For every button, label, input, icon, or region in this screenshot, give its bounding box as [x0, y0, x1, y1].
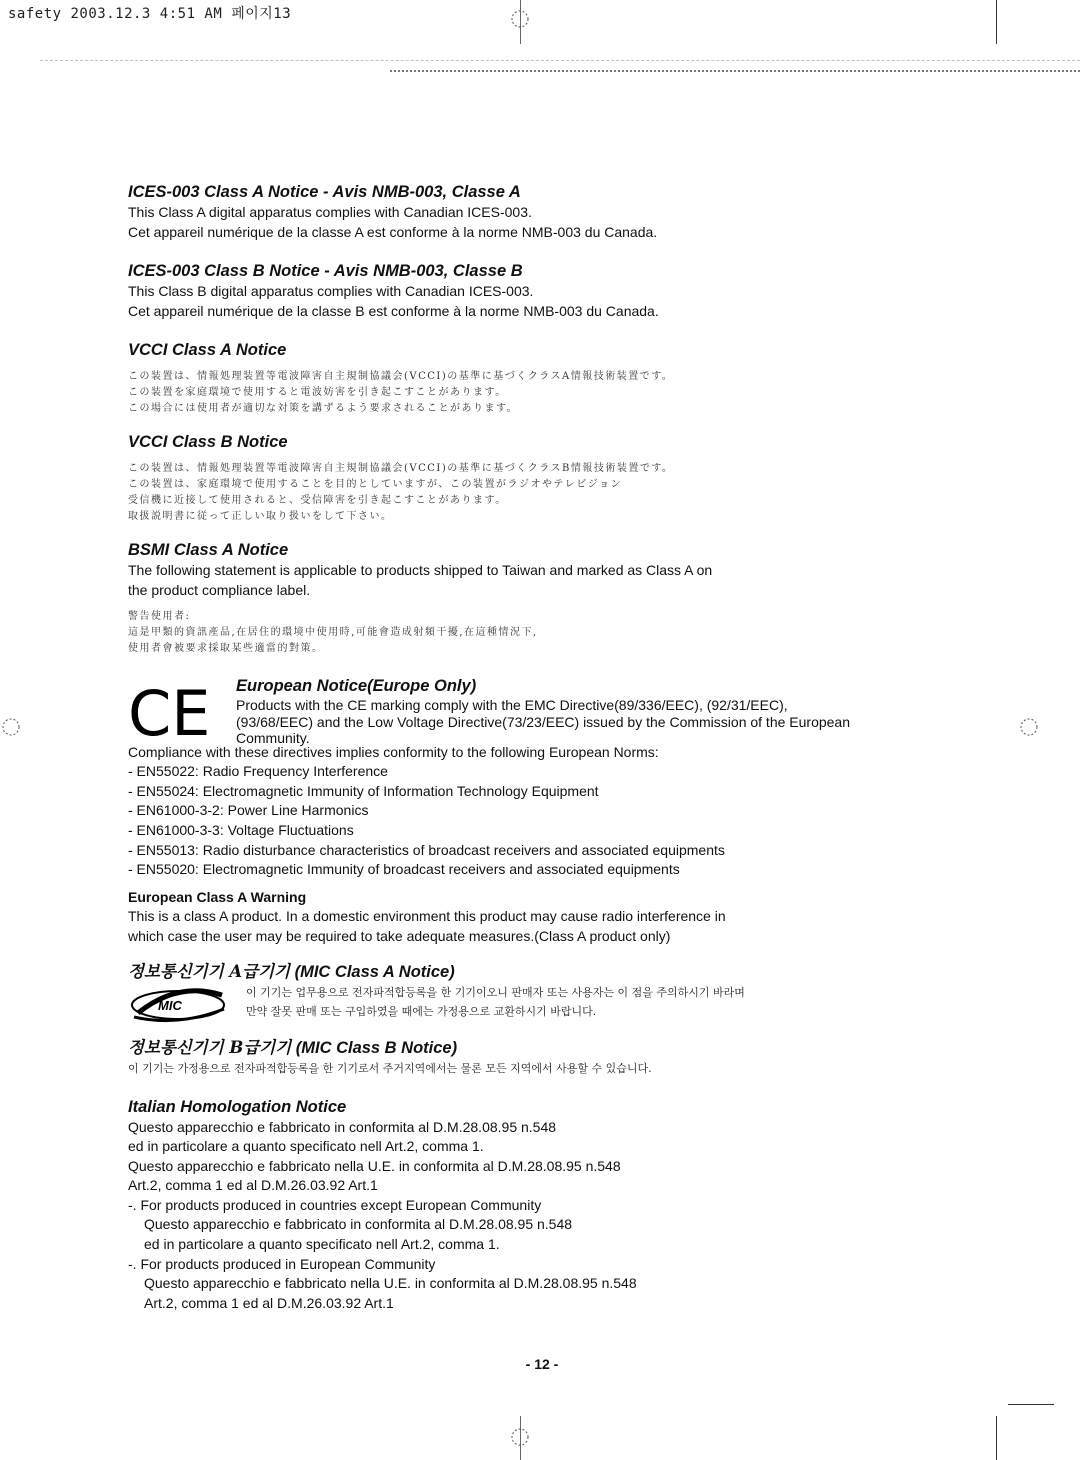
- bsmi-line-2: the product compliance label.: [128, 581, 311, 598]
- mic-b-title-english: (MIC Class B Notice): [295, 1038, 458, 1057]
- mic-logo-icon: [128, 983, 228, 1023]
- italian-sub-a-line-2: ed in particolare a quanto specificato nell Art.2, comma 1.: [144, 1236, 500, 1253]
- european-warning-title: European Class A Warning: [128, 888, 307, 905]
- section-title-ices-a: ICES-003 Class A Notice - Avis NMB-003, Classe A: [128, 183, 521, 201]
- european-ce-line-2: (93/68/EEC) and the Low Voltage Directive(73/23/EEC) issued by the Commission of the European: [236, 713, 850, 730]
- norm-item: - EN55022: Radio Frequency Interference: [128, 763, 388, 780]
- vcci-b-line-1: この装置は、情報処理装置等電波障害自主規制協議会(VCCI)の基準に基づくクラスB情報技術装置です。: [128, 463, 674, 475]
- mic-b-line: 이 기기는 가정용으로 전자파적합등록을 한 기기로서 주거지역에서는 물론 모든 지역에서 사용할 수 있습니다.: [128, 1061, 652, 1075]
- mic-a-line-1: 이 기기는 업무용으로 전자파적합등록을 한 기기이오니 판매자 또는 사용자는 이 점을 주의하시기 바라며: [246, 985, 745, 999]
- section-title-mic-b: [128, 1037, 928, 1059]
- bsmi-chinese-line-3: 使用者會被要求採取某些適當的對策。: [128, 642, 324, 654]
- italian-line-2: ed in particolare a quanto specificato nell Art.2, comma 1.: [128, 1138, 484, 1155]
- document-body: [128, 181, 928, 1313]
- print-slug: safety 2003.12.3 4:51 AM 페이지13: [8, 6, 292, 22]
- bsmi-chinese-line-2: 這是甲類的資訊產品,在居住的環境中使用時,可能會造成射頻干擾,在這種情況下,: [128, 626, 538, 638]
- crop-mark-bottom-right: [996, 1416, 997, 1460]
- section-title-ices-b: ICES-003 Class B Notice - Avis NMB-003, Classe B: [128, 262, 523, 281]
- ices-b-line-1: This Class B digital apparatus complies with Canadian ICES-003.: [128, 283, 534, 300]
- mic-a-line-2: 만약 잘못 판매 또는 구입하였을 때에는 가정용으로 교환하시기 바랍니다.: [246, 1004, 597, 1018]
- european-lead: Compliance with these directives implies conformity to the following European Norms:: [128, 743, 659, 760]
- crop-mark-bottom-right-h: [1008, 1404, 1054, 1405]
- mic-logo-text: MIC: [158, 997, 182, 1013]
- italian-sub-b-line-1: Questo apparecchio e fabbricato nella U.E. in conformita al D.M.28.08.95 n.548: [144, 1275, 637, 1292]
- norm-item: - EN55020: Electromagnetic Immunity of broadcast receivers and associated equipments: [128, 861, 680, 878]
- ices-b-line-2: Cet appareil numérique de la classe B est conforme à la norme NMB-003 du Canada.: [128, 302, 659, 319]
- registration-mark-right-icon: [1018, 716, 1040, 738]
- ices-a-line-1: This Class A digital apparatus complies with Canadian ICES-003.: [128, 204, 532, 220]
- vcci-b-line-3: 受信機に近接して使用されると、受信障害を引き起こすことがあります。: [128, 495, 507, 507]
- section-title-european: European Notice(Europe Only): [236, 676, 477, 695]
- italian-line-4: Art.2, comma 1 ed al D.M.26.03.92 Art.1: [128, 1177, 378, 1194]
- norm-item: - EN61000-3-3: Voltage Fluctuations: [128, 821, 354, 838]
- italian-sub-b-line-2: Art.2, comma 1 ed al D.M.26.03.92 Art.1: [144, 1294, 394, 1311]
- norm-item: - EN55024: Electromagnetic Immunity of Information Technology Equipment: [128, 782, 599, 799]
- italian-sub-b-heading: -. For products produced in European Community: [128, 1255, 436, 1272]
- mic-a-title-korean: 정보통신기기 A급기기: [128, 961, 290, 981]
- registration-mark-top-icon: [509, 8, 531, 30]
- section-title-italian: Italian Homologation Notice: [128, 1097, 347, 1116]
- ices-a-line-2: Cet appareil numérique de la classe A est conforme à la norme NMB-003 du Canada.: [128, 223, 658, 240]
- european-warning-line-2: which case the user may be required to take adequate measures.(Class A product only): [128, 927, 671, 944]
- italian-sub-a-line-1: Questo apparecchio e fabbricato in conformita al D.M.28.08.95 n.548: [144, 1216, 573, 1233]
- european-warning-line-1: This is a class A product. In a domestic environment this product may cause radio interference in: [128, 908, 726, 925]
- section-title-vcci-a: VCCI Class A Notice: [128, 341, 287, 360]
- registration-mark-bottom-icon: [509, 1426, 531, 1448]
- section-title-mic-a: [128, 961, 928, 983]
- mic-a-row: [128, 983, 928, 1025]
- european-ce-line-3: Community.: [236, 729, 310, 746]
- section-title-bsmi: BSMI Class A Notice: [128, 541, 289, 560]
- european-notice-block: [128, 675, 928, 746]
- vcci-b-line-4: 取扱説明書に従って正しい取り扱いをして下さい。: [128, 511, 393, 523]
- ce-mark-text: CE: [128, 684, 211, 741]
- ce-mark-icon: [128, 685, 216, 741]
- crop-mark-top-right: [996, 0, 997, 44]
- mic-b-title-korean: 정보통신기기 B급기기: [128, 1037, 292, 1057]
- italian-line-3: Questo apparecchio e fabbricato nella U.E. in conformita al D.M.28.08.95 n.548: [128, 1157, 621, 1174]
- vcci-b-line-2: この装置は、家庭環境で使用することを目的としていますが、この装置がラジオやテレビジョン: [128, 479, 623, 491]
- norm-item: - EN61000-3-2: Power Line Harmonics: [128, 802, 369, 819]
- vcci-a-line-2: この装置を家庭環境で使用すると電波妨害を引き起こすことがあります。: [128, 387, 507, 399]
- page-number: - 12 -: [525, 1356, 559, 1372]
- bsmi-line-1: The following statement is applicable to products shipped to Taiwan and marked as Class A on: [128, 562, 713, 579]
- section-title-vcci-b: VCCI Class B Notice: [128, 433, 288, 452]
- bsmi-chinese-line-1: 警告使用者:: [128, 610, 191, 622]
- european-ce-line-1: Products with the CE marking comply with the EMC Directive(89/336/EEC), (92/31/EEC),: [236, 696, 788, 713]
- norm-item: - EN55013: Radio disturbance characteristics of broadcast receivers and associated equipments: [128, 841, 725, 858]
- vcci-a-line-3: この場合には使用者が適切な対策を講ずるよう要求されることがあります。: [128, 403, 519, 415]
- italian-sub-a-heading: -. For products produced in countries except European Community: [128, 1196, 542, 1213]
- italian-line-1: Questo apparecchio e fabbricato in conformita al D.M.28.08.95 n.548: [128, 1118, 557, 1135]
- mic-a-title-english: (MIC Class A Notice): [294, 962, 455, 981]
- registration-mark-left-icon: [0, 716, 22, 738]
- vcci-a-line-1: この装置は、情報処理装置等電波障害自主規制協議会(VCCI)の基準に基づくクラスA情報技術装置です。: [128, 371, 674, 383]
- print-dotted-rule: [390, 64, 1080, 72]
